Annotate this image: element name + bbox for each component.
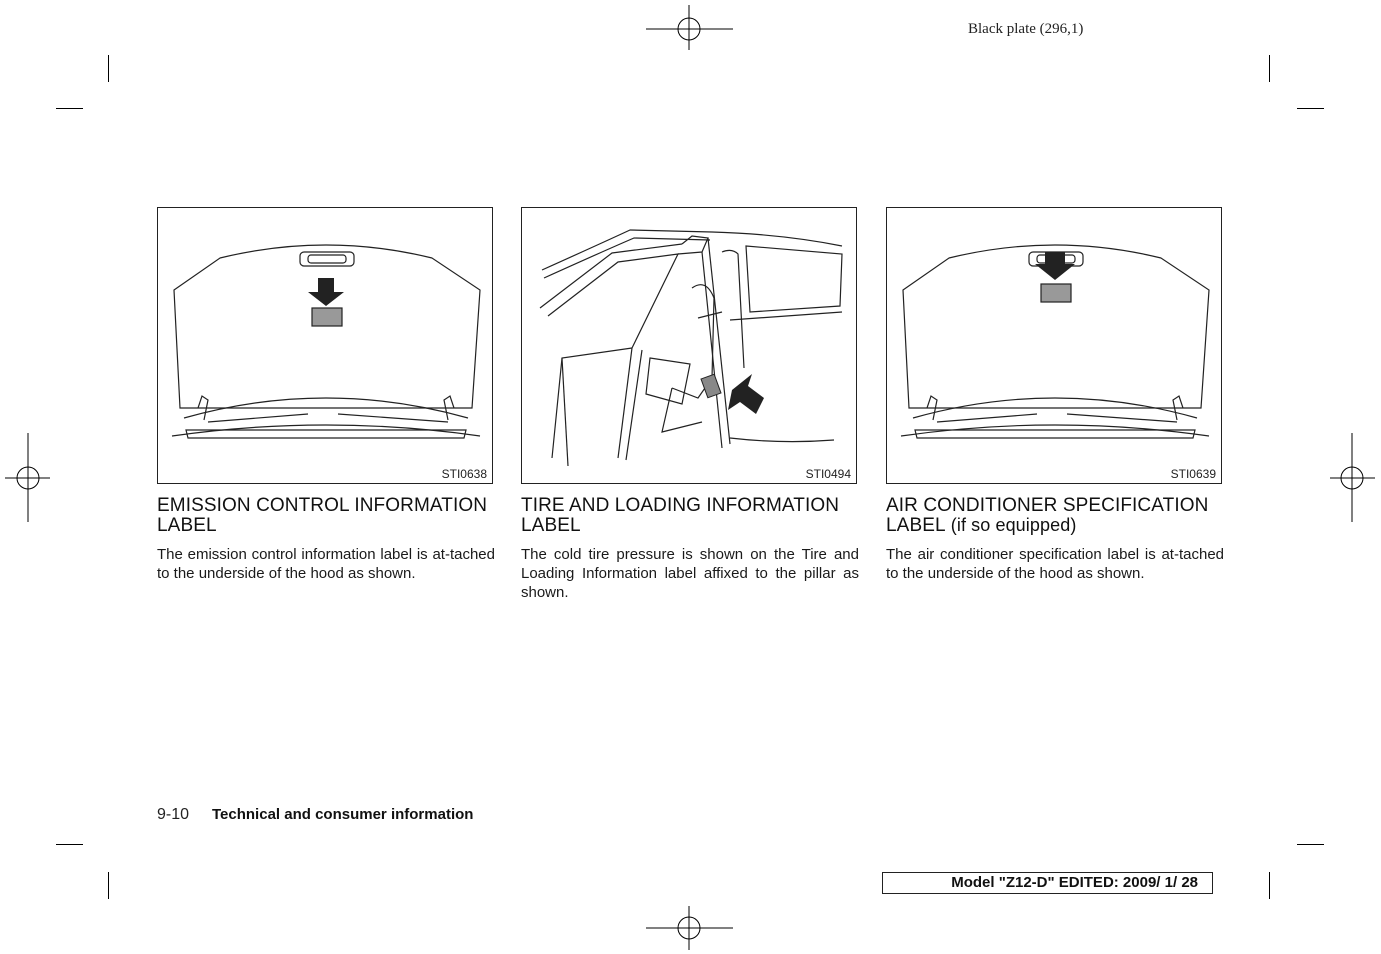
- arrow-icon: [728, 374, 764, 414]
- hood-illustration: [158, 208, 494, 485]
- figure-emission-label: [157, 207, 493, 484]
- model-edited-label: Model "Z12-D" EDITED: 2009/ 1/ 28: [882, 872, 1213, 894]
- figure-code: STI0639: [1170, 467, 1216, 481]
- arrow-icon: [1035, 252, 1075, 280]
- heading-ac: [886, 496, 1226, 535]
- plate-label: Black plate (296,1): [968, 21, 1084, 37]
- heading-ac-suffix: (if so equipped): [945, 514, 1077, 535]
- body-ac: The air conditioner specification label is at-tached to the underside of the hood as shown.: [886, 546, 1224, 582]
- figure-tire-label: [521, 207, 857, 484]
- body-tire: The cold tire pressure is shown on the Tire and Loading Information label affixed to the pillar as shown.: [521, 546, 859, 601]
- section-title: Technical and consumer information: [212, 806, 474, 823]
- page-number: 9-10: [157, 806, 190, 823]
- heading-tire: TIRE AND LOADING INFORMATION LABEL: [521, 495, 840, 536]
- heading-ac-main: AIR CONDITIONER SPECIFICATION LABEL: [886, 495, 1209, 536]
- figure-ac-label: [886, 207, 1222, 484]
- body-emission: The emission control information label is at-tached to the underside of the hood as shown.: [157, 546, 495, 582]
- hood-illustration: [887, 208, 1223, 485]
- label-sticker-icon: [701, 374, 721, 398]
- arrow-icon: [308, 278, 344, 306]
- label-sticker-icon: [312, 308, 342, 326]
- heading-emission: EMISSION CONTROL INFORMATION LABEL: [157, 495, 488, 536]
- figure-code: STI0638: [441, 467, 487, 481]
- figure-code: STI0494: [805, 467, 851, 481]
- label-sticker-icon: [1041, 284, 1071, 302]
- car-door-illustration: [522, 208, 858, 485]
